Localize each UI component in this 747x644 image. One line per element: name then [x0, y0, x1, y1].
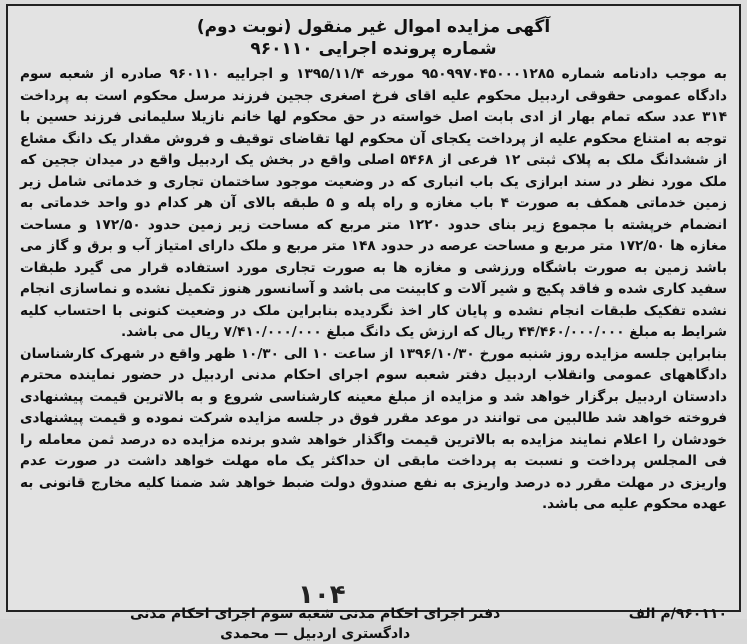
- office-line-1: دفتر اجرای احکام مدنی شعبه سوم اجرای احکام مدنی: [130, 606, 501, 622]
- paragraph-1: به موجب دادنامه شماره ۹۵۰۹۹۷۰۴۵۰۰۰۱۲۸۵ مورخه ۱۳۹۵/۱۱/۴ و اجراییه ۹۶۰۱۱۰ صادره از شعبه سوم دادگاه عمومی حقوقی اردبیل محکوم علیه اقای فرخ اصغری ججین فرزند مرسل محکوم است به پرداخت ۳۱۴ عدد سکه تمام بهار از ادی بابت اصل خواسته در حق محکوم لها خانم نازیلا سلیمانی فرزند حسین با توجه به امتناع محکوم علیه از پرداخت یکجای آن محکوم لها تقاضای توقیف و فروش مقدار یک دانگ مشاع از ششدانگ ملک به پلاک ثبتی ۱۲ فرعی از ۵۴۶۸ اصلی واقع در بخش یک اردبیل واقع در میدان ججین که ملک مورد نظر در سند ابرازی یک باب انباری که در وضعیت موجود ساختمان تجاری و خدماتی شامل زیر زمین خدماتی همکف به صورت ۴ باب مغازه و راه پله و ۵ طبقه بالای آن هر کدام دو واحد خدماتی به انضمام خرپشته با مجموع زیر بنای حدود ۱۲۲۰ متر مربع که مساحت زیر زمین حدود ۱۷۲/۵۰ و مساحت مغازه ها ۱۷۲/۵۰ متر مربع و مساحت عرصه در حدود ۱۴۸ متر مربع و ملک دارای امتیاز آب و برق و گاز می باشد زمین به صورت باشگاه ورزشی و مغازه ها به صورت تجاری مورد استفاده قرار می گیرد طبقات سفید کاری شده و فاقد پکیج و شیر آلات و کابینت می باشد و آسانسور هنوز تکمیل نشده و نماسازی انجام نشده تفکیک طبقات انجام نشده و پایان کار اخذ نگردیده بنابراین ملک در وضعیت کنونی با احتساب کلیه شرایط به مبلغ ۴۴/۴۶۰/۰۰۰/۰۰۰ ریال که ارزش یک دانگ مبلغ ۷/۴۱۰/۰۰۰/۰۰۰ ریال می باشد.: [20, 66, 727, 340]
- office-line-2: دادگستری اردبیل — محمدی: [220, 626, 411, 642]
- notice-frame: [6, 4, 741, 642]
- page-stamp-number: ۱۰۴: [298, 580, 346, 610]
- paragraph-2: بنابراین جلسه مزایده روز شنبه مورخ ۱۳۹۶/۱۰/۳۰ از ساعت ۱۰ الی ۱۰/۳۰ ظهر واقع در شهرک کارشناسان دادگاههای عمومی وانقلاب اردبیل دفتر شعبه سوم اجرای احکام مدنی اردبیل در حضور نماینده محترم دادستان اردبیل برگزار خواهد شد و مزایده از مبلغ معینه کارشناسی شروع و به بالاترین قیمت پیشنهادی فروخته خواهد شد طالبین می توانند در موعد مقرر فوق در جلسه مزایده شرکت نموده و قیمت پیشنهادی خودشان را اعلام نمایند مزایده به بالاترین قیمت واگذار خواهد شدو برنده مزایده ده درصد ثمن معامله را فی المجلس پرداخت و نسبت به پرداخت مابقی ان حداکثر یک ماه مهلت خواهد داشت در صورت عدم واریزی در مهلت مقرر ده درصد واریزی به نفع صندوق دولت ضبط خواهد شد ضمنا کلیه مخارج قانونی به عهده محکوم علیه می باشد.: [20, 345, 728, 512]
- notice-header: [8, 16, 739, 60]
- office-signature: [130, 604, 500, 644]
- notice-body: [20, 64, 727, 516]
- notice-title: آگهی مزایده اموال غیر منقول (نوبت دوم): [196, 17, 551, 37]
- file-number: شماره پرونده اجرایی ۹۶۰۱۱۰: [250, 39, 497, 59]
- reference-code: ۹۶۰۱۱۰/م الف: [628, 606, 727, 622]
